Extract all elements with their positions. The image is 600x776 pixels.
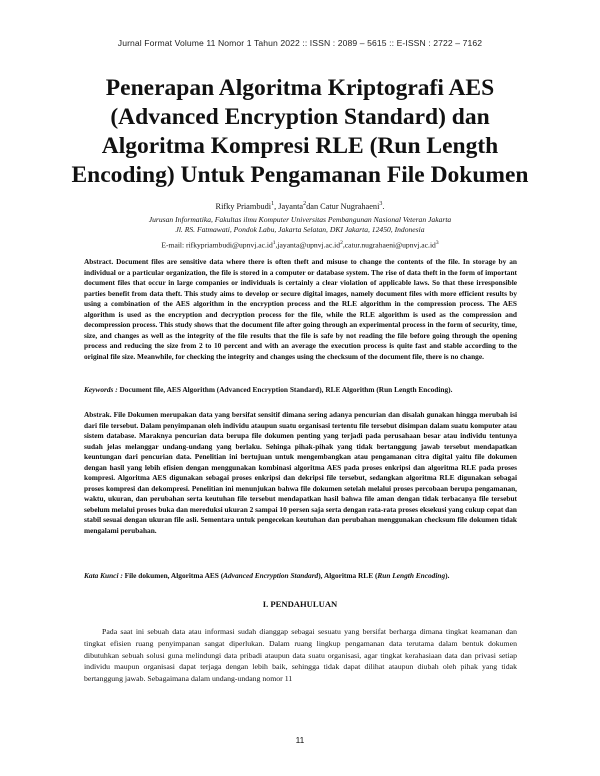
running-head: Jurnal Format Volume 11 Nomor 1 Tahun 2022 :: ISSN : 2089 – 5615 :: E-ISSN : 2722 – 7162	[117, 38, 483, 48]
keywords-text: ).	[445, 571, 450, 580]
keywords-text: File dokumen, Algoritma AES (	[122, 571, 224, 580]
abstract-text: File Dokumen merupakan data yang bersifat sensitif dimana sering adanya pencurian dan disalah gunakan hingga merubah isi dari file tersebut. Dalam penyimpanan oleh individu ataupun suatu organisasi tertentu file tersebut disimpan dalam suatu komputer atau sistem database. Maraknya pencurian data berupa file dokumen penting yang terjadi pada perusahaan besar atau individu tentunya sudah jelas melanggar undang-undang yang berlaku. Sehinga pihak-pihak yang tidak bertanggung jawab tersebut mendapatkan keuntungan dari pencurian data. Penelitian ini bertujuan untuk mengembangkan atau pengamanan citra digital yaitu file dokumen dengan hasil yang lebih efisien dengan menggunakan kombinasi algoritma AES pada proses enkripsi dan algoritma RLE pada proses kompresi. Algoritma AES digunakan sebagai proses enkripsi dan dekripsi file tersebut, sedangkan algoritma RLE digunakan sebagai proses kompresi dan dekompresi. Penelitian ini menunjukan bahwa file dokumen setelah melalui proses percobaan berupa pengamanan, waktu, ukuran, dan perubahan serta keutuhan file tersebut mendapatkan hasil bahwa file aman dengan tidak terbacanya file tersebut sebelum melalui proses buka dan mereduksi ukuran 2 sampai 10 persen saja serta dengan rata-rata proses eksekusi yang cukup cepat dan stabil sesuai dengan ukuran file asli. Sementara untuk pengecekan keutuhan dan perubahan menggunakan checksum file dokumen tidak mengalami perubahan.	[84, 410, 517, 536]
section-heading: I. PENDAHULUAN	[262, 599, 338, 609]
keywords-english	[84, 385, 517, 396]
email-marker: 3	[435, 240, 439, 246]
paper-title	[60, 74, 540, 190]
affiliation-line: Jurusan Informatika, Fakultas ilmu Komputer Universitas Pembangunan Nasional Veteran Jakarta	[148, 215, 452, 224]
title-line: Encoding) Untuk Pengamanan File Dokumen	[71, 162, 529, 188]
keywords-text: Run Length Encoding	[377, 571, 446, 580]
author-marker: 3	[379, 201, 383, 207]
email-marker: 1	[272, 240, 276, 246]
page-number: 11	[295, 735, 305, 745]
author-name: , Jayanta	[274, 201, 304, 211]
affiliation-address: Jl. RS. Fatmawati, Pondok Labu, Jakarta Selatan, DKI Jakarta, 12450, Indonesia	[175, 225, 425, 234]
email-address[interactable]: ,catur.nugrahaeni@upnvj.ac.id	[342, 240, 436, 250]
keywords-text: ), Algoritma RLE (	[318, 571, 378, 580]
author-marker: 2	[303, 201, 307, 207]
abstract-text: Document files are sensitive data where there is often theft and misuse to change the contents of the file. In storage by an individual or a particular organization, the file is stored in a computer or database system. The rise of data theft in the form of important document files that occur in large companies or individuals is certainly a clear violation of applicable laws. So that these irresponsible parties benefit from data theft. This study aims to develop or secure digital images, namely document files with more efficient results by using a combination of the AES algorithm in the encryption process and the RLE algorithm in the compression process. The AES algorithm is used as the encryption and decryption process for the file, while the RLE algorithm is used as the compression and decompression process. This study shows that the document file after going through an experimental process in the form of security, time, size, and changes as well as the integrity of the file results that the file is safe by not reading the file before going through the opening process and reducing the size from 2 to 10 percent and with an average the execution process is quite fast and stable according to the original file size. Meanwhile, for checking the integrity and changes using the checksum of the document file, there is no change.	[84, 257, 517, 361]
keywords-indonesian	[84, 571, 517, 582]
abstract-english	[84, 257, 517, 362]
keywords-label: Keywords :	[84, 385, 118, 394]
abstract-label: Abstrak.	[84, 410, 112, 419]
email-line	[60, 240, 540, 250]
author-name: dan Catur Nugrahaeni	[306, 201, 380, 211]
title-line: (Advanced Encryption Standard) dan	[110, 104, 490, 130]
keywords-label: Kata Kunci :	[84, 571, 123, 580]
keywords-text: Advanced Encryption Standard	[223, 571, 319, 580]
abstract-indonesian	[84, 410, 517, 537]
email-address[interactable]: E-mail: rifkypriambudi@upnvj.ac.id	[161, 240, 273, 250]
email-address[interactable]: ,jayanta@upnvj.ac.id	[275, 240, 341, 250]
keywords-text: Document file, AES Algorithm (Advanced Encryption Standard), RLE Algorithm (Run Length Encoding).	[117, 385, 453, 394]
title-line: Algoritma Kompresi RLE (Run Length	[101, 133, 499, 159]
author-name: Rifky Priambudi	[215, 201, 272, 211]
author-end: .	[382, 201, 385, 211]
email-marker: 2	[340, 240, 343, 246]
author-list	[60, 201, 540, 211]
author-marker: 1	[271, 201, 275, 207]
title-line: Penerapan Algoritma Kriptografi AES	[105, 75, 495, 101]
introduction-paragraph: Pada saat ini sebuah data atau informasi sudah dianggap sebagai sesuatu yang bersifat berharga dimana tingkat keamanan dan tingkat efisien ruang penyimpanan sangat diperlukan. Dalam ruang lingkup pengamanan data terutama dalam bentuk dokumen dibutuhkan sebuah solusi guna melindungi data pribadi ataupun data suatu organisasi, agar tingkat kerahasiaan data dan privasi setiap individu maupun organisasi dapat terjaga dengan lebih baik, sehingga tidak dapat dilihat ataupun diubah oleh pihak yang tidak bertanggung jawab. Sebagaimana dalam undang-undang nomor 11	[84, 627, 517, 684]
abstract-label: Abstract.	[84, 257, 114, 266]
